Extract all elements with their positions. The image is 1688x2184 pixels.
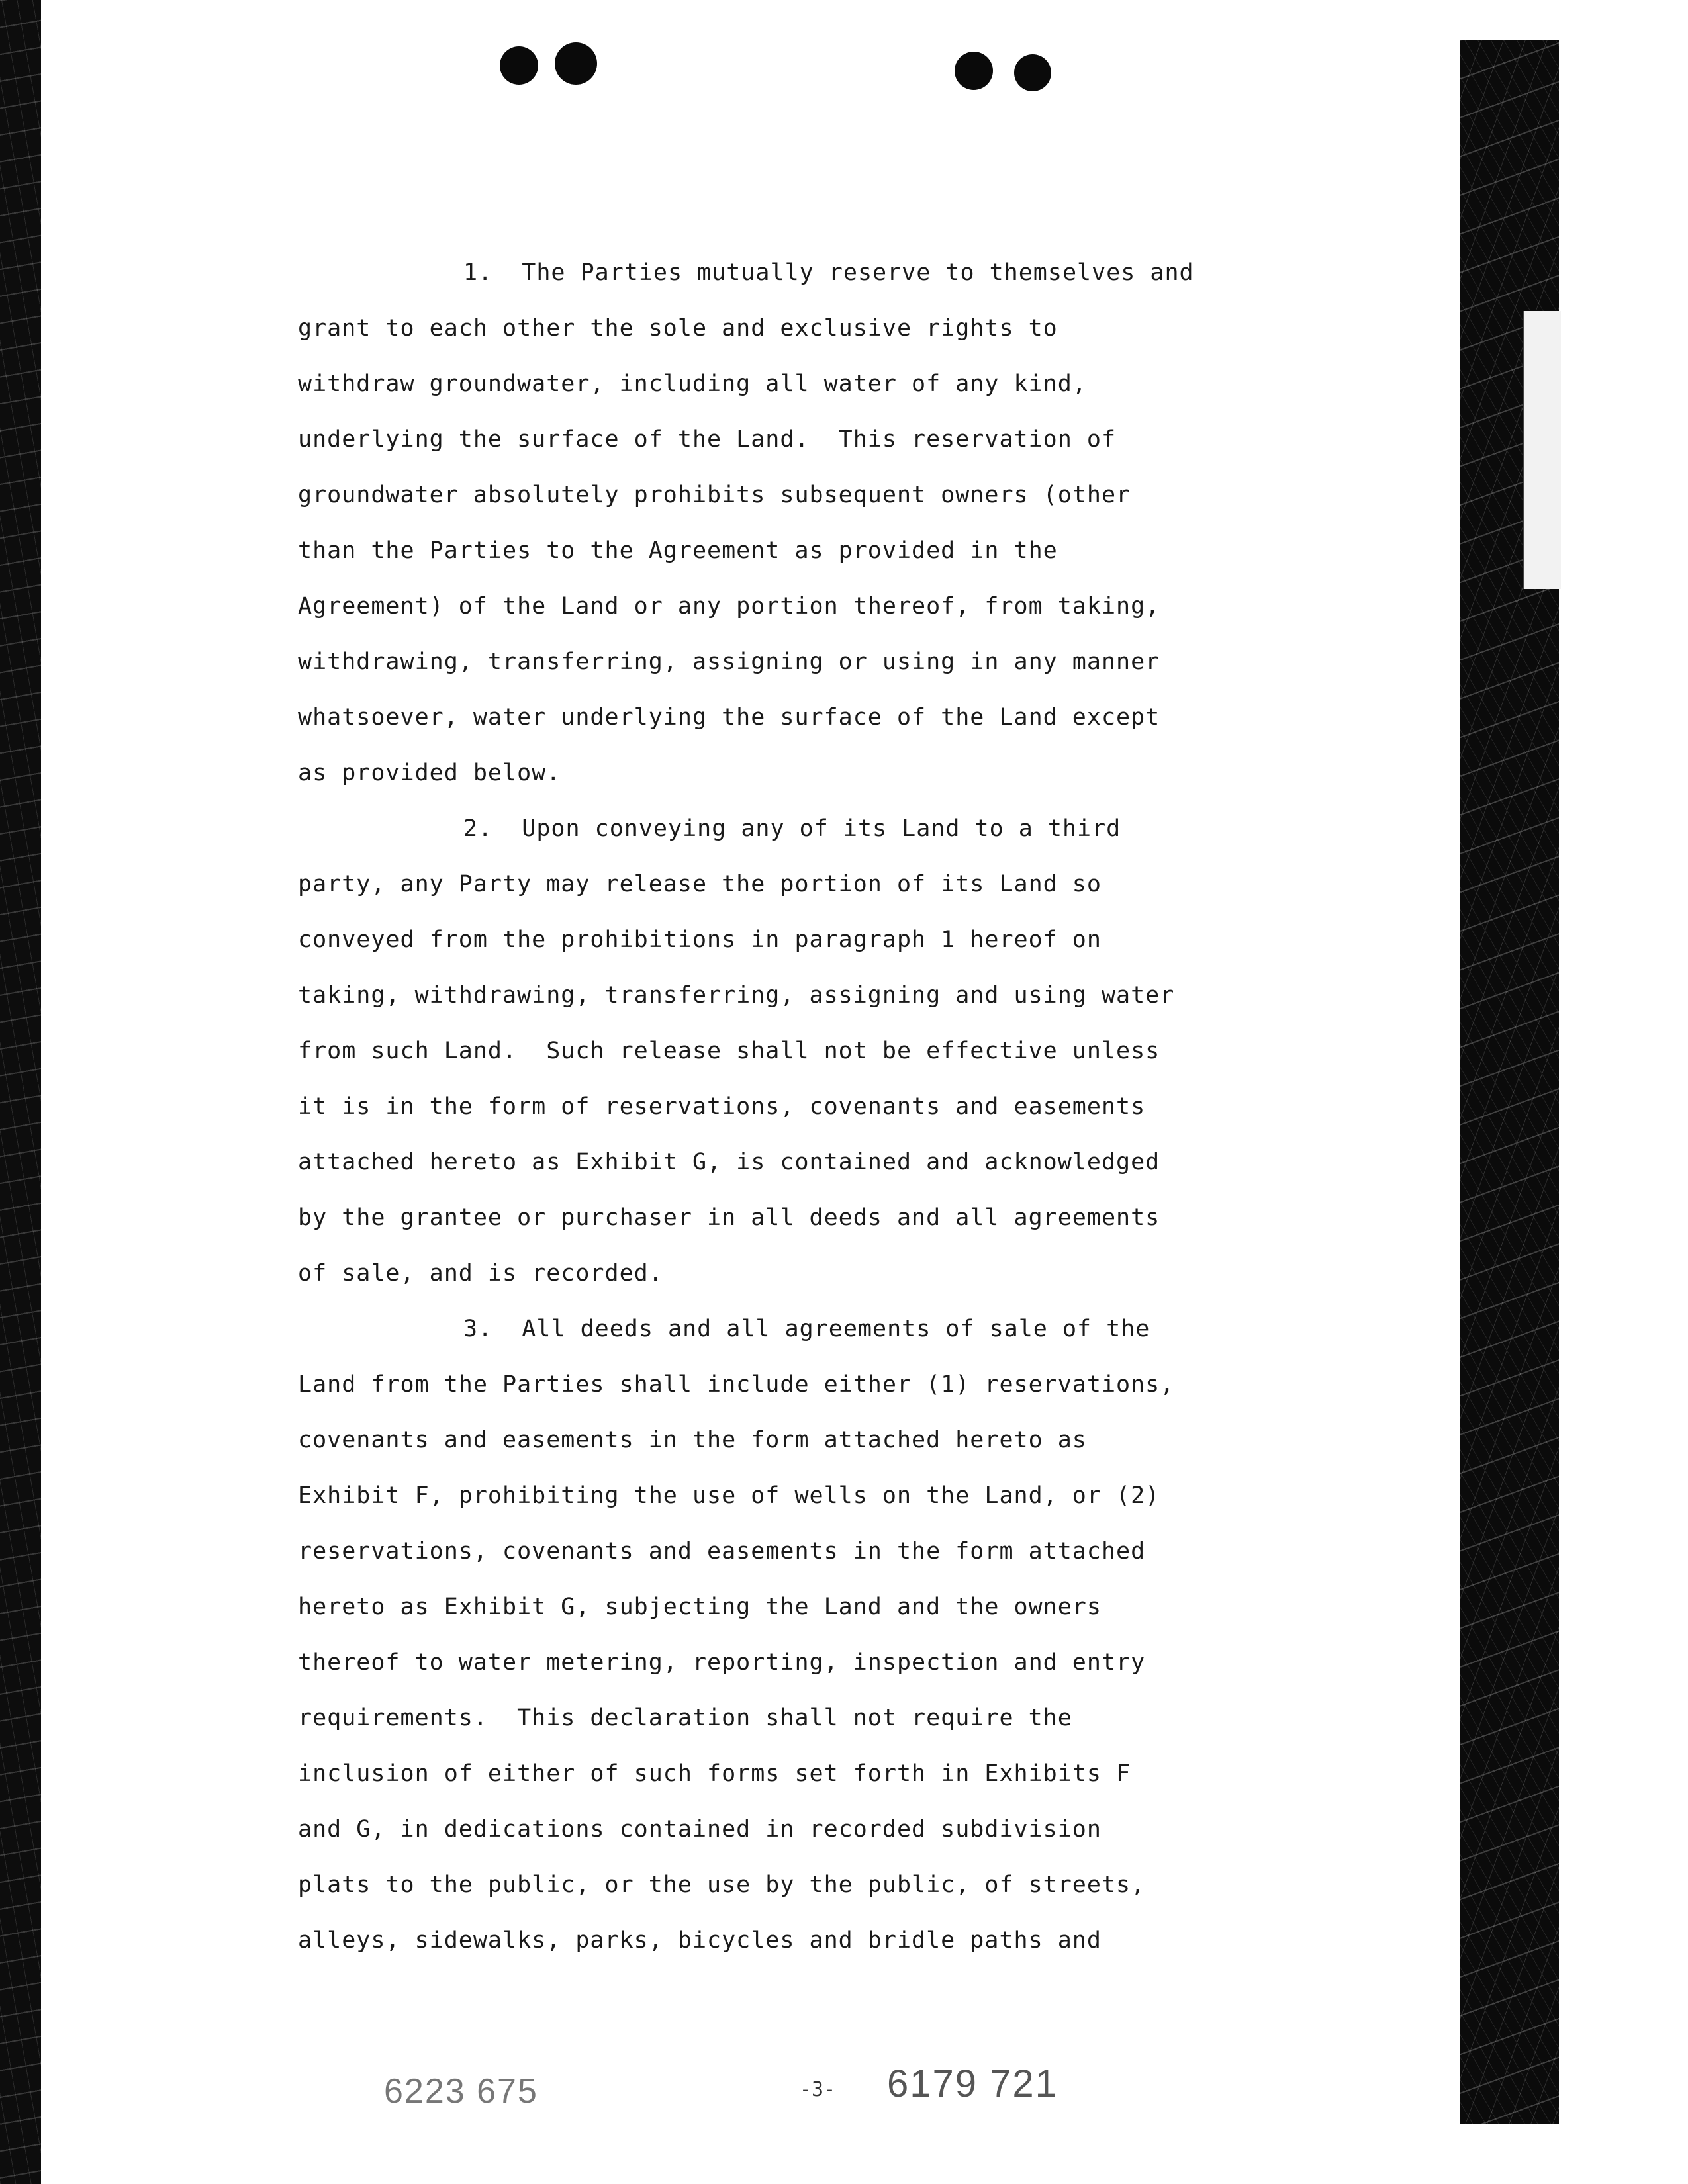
text-line: reservations, covenants and easements in the form attached bbox=[298, 1538, 1146, 1565]
recording-stamp-right: 6179 721 bbox=[887, 2062, 1058, 2105]
text-line: underlying the surface of the Land. This reservation of bbox=[298, 426, 1117, 453]
text-line: Land from the Parties shall include either (1) reservations, bbox=[298, 1371, 1175, 1398]
paragraph-3 bbox=[298, 1301, 1331, 1968]
paragraph-2 bbox=[298, 801, 1331, 1301]
text-line: and G, in dedications contained in recorded subdivision bbox=[298, 1816, 1102, 1843]
text-line: withdrawing, transferring, assigning or using in any manner bbox=[298, 649, 1160, 675]
text-line: grant to each other the sole and exclusive rights to bbox=[298, 315, 1058, 341]
text-line: of sale, and is recorded. bbox=[298, 1260, 663, 1287]
text-line: Exhibit F, prohibiting the use of wells on the Land, or (2) bbox=[298, 1482, 1160, 1509]
document-body bbox=[298, 245, 1331, 1968]
text-line: than the Parties to the Agreement as provided in the bbox=[298, 537, 1058, 564]
text-line: inclusion of either of such forms set forth in Exhibits F bbox=[298, 1760, 1131, 1787]
text-line: requirements. This declaration shall not require the bbox=[298, 1705, 1072, 1731]
punch-hole-icon bbox=[555, 42, 597, 85]
page-number: -3- bbox=[799, 2078, 836, 2101]
text-line: party, any Party may release the portion of its Land so bbox=[298, 871, 1102, 897]
text-line: 2. Upon conveying any of its Land to a third bbox=[463, 815, 1121, 842]
text-line: from such Land. Such release shall not be effective unless bbox=[298, 1038, 1160, 1064]
text-line: by the grantee or purchaser in all deeds and all agreements bbox=[298, 1205, 1160, 1231]
text-line: groundwater absolutely prohibits subsequent owners (other bbox=[298, 482, 1131, 508]
text-line: 1. The Parties mutually reserve to themselves and bbox=[463, 259, 1194, 286]
text-line: as provided below. bbox=[298, 760, 561, 786]
text-line: hereto as Exhibit G, subjecting the Land and the owners bbox=[298, 1594, 1102, 1620]
punch-hole-icon bbox=[1014, 54, 1051, 91]
recording-stamp-left: 6223 675 bbox=[384, 2072, 538, 2111]
text-line: withdraw groundwater, including all water of any kind, bbox=[298, 371, 1087, 397]
scan-edge-left bbox=[0, 0, 41, 2184]
text-line: thereof to water metering, reporting, inspection and entry bbox=[298, 1649, 1146, 1676]
text-line: attached hereto as Exhibit G, is contained and acknowledged bbox=[298, 1149, 1160, 1175]
text-line: it is in the form of reservations, covenants and easements bbox=[298, 1093, 1146, 1120]
text-line: Agreement) of the Land or any portion thereof, from taking, bbox=[298, 593, 1160, 619]
text-line: taking, withdrawing, transferring, assigning and using water bbox=[298, 982, 1175, 1009]
paragraph-1 bbox=[298, 245, 1331, 801]
binder-tab bbox=[1523, 311, 1561, 589]
text-line: plats to the public, or the use by the public, of streets, bbox=[298, 1872, 1146, 1898]
text-line: 3. All deeds and all agreements of sale of the bbox=[463, 1316, 1150, 1342]
text-line: whatsoever, water underlying the surface of the Land except bbox=[298, 704, 1160, 731]
punch-hole-icon bbox=[500, 46, 538, 85]
text-line: conveyed from the prohibitions in paragraph 1 hereof on bbox=[298, 927, 1102, 953]
text-line: alleys, sidewalks, parks, bicycles and bridle paths and bbox=[298, 1927, 1102, 1954]
punch-hole-icon bbox=[955, 52, 993, 90]
text-line: covenants and easements in the form attached hereto as bbox=[298, 1427, 1087, 1453]
